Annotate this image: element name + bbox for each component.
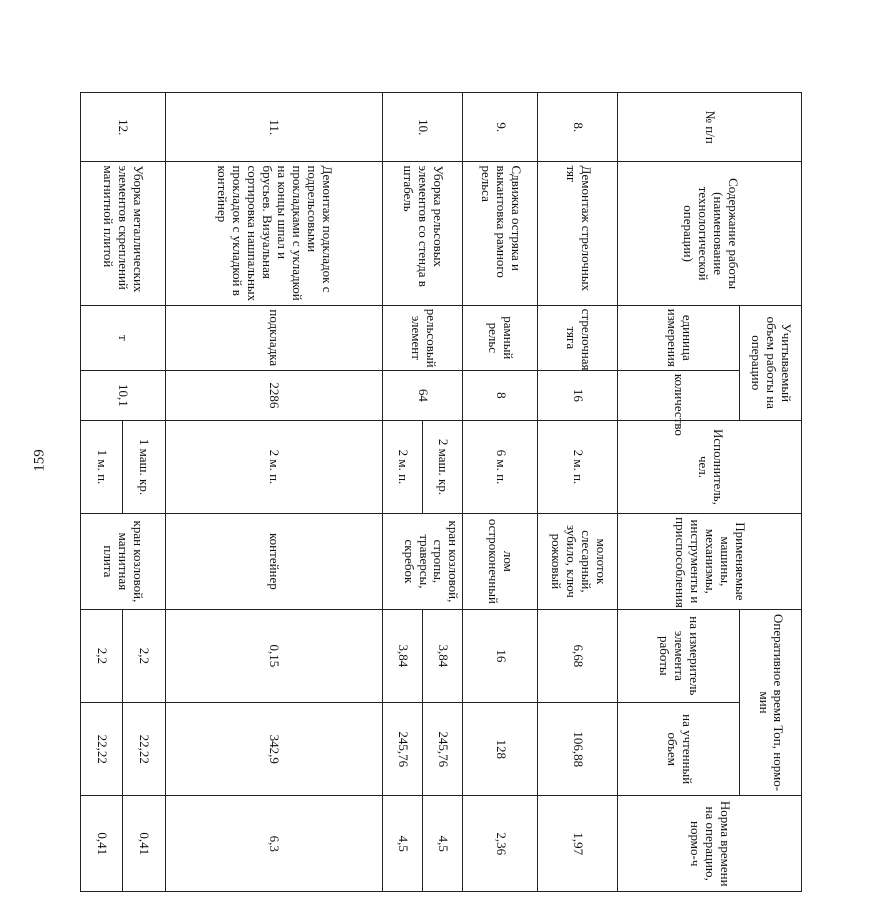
row-number: 12. — [81, 93, 166, 162]
row-norm: 1,97 — [537, 796, 617, 892]
header-optime: Оперативное время Топ, нормо-мин — [740, 609, 802, 796]
row-number: 11. — [165, 93, 382, 162]
row-content: Демонтаж стрелочных тяг — [537, 162, 617, 305]
row-per-volume: 106,88 — [537, 703, 617, 796]
row-machines: кран козловой, магнитная плита — [81, 514, 166, 610]
norms-table — [80, 92, 802, 892]
header-content: Содержание работы (наименование технологической операции) — [618, 162, 802, 305]
row-executor: 6 м. п. — [463, 420, 538, 513]
row-norm: 6,3 — [165, 796, 382, 892]
row-qty: 64 — [382, 370, 462, 420]
table-row — [165, 93, 382, 892]
header-per-volume: на учтенный объем — [618, 703, 740, 796]
row-executor: 2 м. п. — [382, 420, 422, 513]
row-per-volume: 22,22 — [81, 703, 123, 796]
header-executor: Исполнитель, чел. — [618, 420, 802, 513]
header-per-unit: на измеритель элемента работы — [618, 609, 740, 702]
row-machines: лом остроконечный — [463, 514, 538, 610]
row-unit: рамный рельс — [463, 305, 538, 370]
table-row — [123, 93, 165, 892]
row-per-volume: 245,76 — [382, 703, 422, 796]
row-qty: 2286 — [165, 370, 382, 420]
row-qty: 8 — [463, 370, 538, 420]
table-row — [463, 93, 538, 892]
row-per-unit: 6,68 — [537, 609, 617, 702]
header-norm: Норма времени на операцию, нормо-ч — [618, 796, 802, 892]
header-no: № п/п — [618, 93, 802, 162]
row-machines: контейнер — [165, 514, 382, 610]
row-per-unit: 3,84 — [423, 609, 463, 702]
row-executor: 1 маш. кр. — [123, 420, 165, 513]
rotated-sheet — [80, 92, 802, 892]
table-area — [80, 92, 880, 887]
row-norm: 4,5 — [423, 796, 463, 892]
header-qty: количество — [618, 370, 740, 420]
table-row — [423, 93, 463, 892]
row-executor: 1 м. п. — [81, 420, 123, 513]
row-per-unit: 3,84 — [382, 609, 422, 702]
row-content: Уборка рельсовых элементов со стенда в штабель — [382, 162, 462, 305]
row-norm: 2,36 — [463, 796, 538, 892]
row-per-volume: 342,9 — [165, 703, 382, 796]
header-unit: единица измерения — [618, 305, 740, 370]
row-per-volume: 128 — [463, 703, 538, 796]
row-per-volume: 245,76 — [423, 703, 463, 796]
row-content: Уборка металлических элементов скреплений магнитной плитой — [81, 162, 166, 305]
table-row — [537, 93, 617, 892]
row-content: Демонтаж подкладок с подрельсовыми прокладками с укладкой на концы шпал и брусьев. Визуальная сортировка нашпальных прокладок с укладкой в контейнер — [165, 162, 382, 305]
page-number: 159 — [31, 449, 48, 472]
row-per-volume: 22,22 — [123, 703, 165, 796]
row-unit: рельсовый элемент — [382, 305, 462, 370]
row-unit: подкладка — [165, 305, 382, 370]
row-unit: т — [81, 305, 166, 370]
row-unit: стрелочная тяга — [537, 305, 617, 370]
row-executor: 2 м. п. — [165, 420, 382, 513]
row-per-unit: 0,15 — [165, 609, 382, 702]
row-per-unit: 16 — [463, 609, 538, 702]
header-volume: Учитываемый объем работы на операцию — [740, 305, 802, 420]
row-number: 8. — [537, 93, 617, 162]
header-machines: Применяемые машины, механизмы, инструменты и приспособления — [618, 514, 802, 610]
row-qty: 10,1 — [81, 370, 166, 420]
row-machines: молоток слесарный, зубило, ключ рожковый — [537, 514, 617, 610]
row-norm: 4,5 — [382, 796, 422, 892]
row-machines: кран козловой, стропы, траверсы, скребок — [382, 514, 462, 610]
row-norm: 0,41 — [81, 796, 123, 892]
row-per-unit: 2,2 — [123, 609, 165, 702]
row-number: 10. — [382, 93, 462, 162]
row-content: Сдвижка остряка и выкантовка рамного рельса — [463, 162, 538, 305]
row-executor: 2 м. п. — [537, 420, 617, 513]
row-norm: 0,41 — [123, 796, 165, 892]
row-executor: 2 маш. кр. — [423, 420, 463, 513]
row-per-unit: 2,2 — [81, 609, 123, 702]
row-number: 9. — [463, 93, 538, 162]
row-qty: 16 — [537, 370, 617, 420]
